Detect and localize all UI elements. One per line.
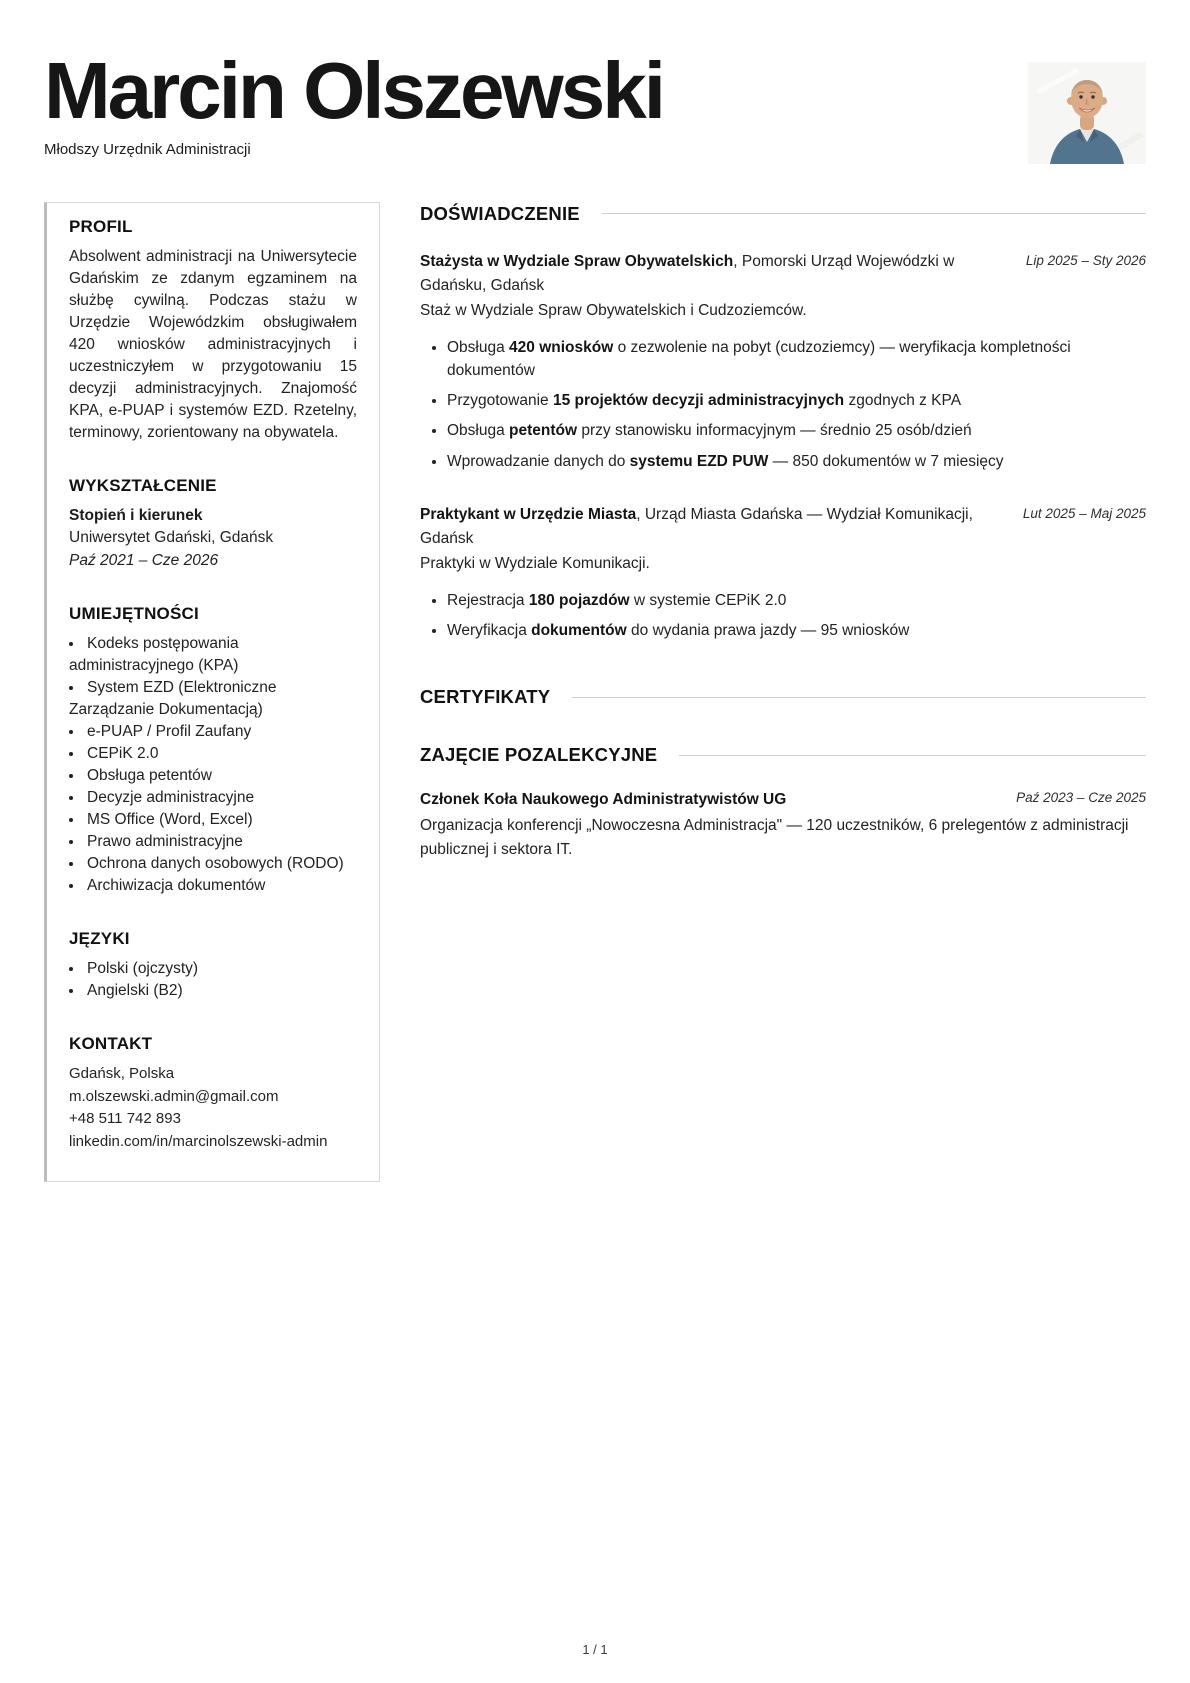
education-dates: Paź 2021 – Cze 2026 — [69, 551, 219, 569]
skill-item: • System EZD (Elektroniczne Zarządzanie Dokumentacją) — [69, 677, 357, 721]
section-skills — [69, 604, 357, 897]
person-name: Marcin Olszewski — [44, 46, 663, 135]
extracurricular-entry-description: Organizacja konferencji „Nowoczesna Administracja" — 120 uczestników, 6 prelegentów z administracji publicznej i sektora IT. — [420, 816, 1129, 858]
skill-item: • Kodeks postępowania administracyjnego (KPA) — [69, 633, 357, 677]
job-dates: Lut 2025 – Maj 2025 — [1022, 505, 1146, 521]
extracurricular-entry-title: Członek Koła Naukowego Administratywistów UG — [420, 791, 787, 809]
skill-item: • MS Office (Word, Excel) — [69, 809, 357, 831]
profile-photo — [1028, 62, 1146, 164]
extracurricular-heading-row — [420, 744, 1146, 766]
job-title: Stażysta w Wydziale Spraw Obywatelskich — [420, 252, 734, 270]
skill-item: • Prawo administracyjne — [69, 831, 357, 853]
certificates-heading: CERTYFIKATY — [420, 686, 551, 708]
education-heading: WYKSZTAŁCENIE — [69, 475, 217, 495]
person-job-title: Młodszy Urzędnik Administracji — [44, 140, 251, 158]
section-certificates — [420, 686, 1146, 708]
section-rule — [572, 697, 1146, 698]
experience-heading: DOŚWIADCZENIE — [420, 202, 580, 224]
job-title: Praktykant w Urzędzie Miasta — [420, 505, 637, 523]
job-header — [420, 250, 1146, 298]
job-bullets — [420, 336, 1146, 473]
skill-item: • Ochrona danych osobowych (RODO) — [69, 853, 357, 875]
language-item: • Polski (ojczysty) — [69, 958, 357, 980]
job-bullet: • Obsługa 420 wniosków o zezwolenie na pobyt (cudzoziemcy) — weryfikacja kompletności dokumentów — [447, 336, 1146, 383]
section-extracurricular — [420, 744, 1146, 861]
certificates-heading-row — [420, 686, 1146, 708]
skill-item: • Obsługa petentów — [69, 765, 357, 787]
extracurricular-entry-dates: Paź 2023 – Cze 2025 — [1016, 790, 1146, 806]
job-company: , Urząd Miasta Gdańska — Wydział Komunikacji, Gdańsk — [420, 505, 973, 547]
page-number: 1 / 1 — [582, 1642, 608, 1657]
job-summary: Praktyki w Wydziale Komunikacji. — [420, 554, 650, 572]
section-education — [69, 476, 357, 572]
experience-heading-row — [420, 203, 1146, 225]
skill-item: • Archiwizacja dokumentów — [69, 875, 357, 897]
languages-list — [69, 958, 357, 1002]
job-bullets — [420, 589, 1146, 643]
section-experience — [420, 203, 1146, 643]
job-bullet: • Obsługa petentów przy stanowisku informacyjnym — średnio 25 osób/dzień — [447, 419, 1146, 442]
skills-list — [69, 633, 357, 897]
languages-heading: JĘZYKI — [69, 929, 130, 948]
skill-item: • CEPiK 2.0 — [69, 743, 357, 765]
job-summary: Staż w Wydziale Spraw Obywatelskich i Cudzoziemców. — [420, 301, 807, 319]
extracurricular-heading: ZAJĘCIE POZALEKCYJNE — [420, 744, 658, 766]
section-languages — [69, 929, 357, 1002]
job-titleline — [420, 250, 1026, 298]
job-titleline — [420, 503, 1023, 551]
profile-photo-image — [1028, 62, 1146, 164]
contact-heading: KONTAKT — [69, 1034, 153, 1053]
content-columns — [0, 202, 1190, 1182]
job-header — [420, 503, 1146, 551]
contact-location: Gdańsk, Polska — [69, 1065, 175, 1082]
profil-text: Absolwent administracji na Uniwersytecie Gdańskim ze zdanym egzaminem na służbę cywilną. Podczas stażu w Urzędzie Wojewódzkim obsługiwałem 420 wniosków administracyjnych i uczestniczyłem w przygotowaniu 15 decyzji administracyjnych. Znajomość KPA, e-PUAP i systemów EZD. Rzetelny, terminowy, zorientowany na obywatela. — [69, 247, 357, 441]
job-bullet: • Wprowadzanie danych do systemu EZD PUW — 850 dokumentów w 7 miesięcy — [447, 450, 1146, 473]
main-column — [420, 202, 1146, 862]
skill-item: • e-PUAP / Profil Zaufany — [69, 721, 357, 743]
experience-entry — [420, 250, 1146, 473]
contact-phone: +48 511 742 893 — [69, 1110, 181, 1127]
job-bullet: • Przygotowanie 15 projektów decyzji administracyjnych zgodnych z KPA — [447, 389, 1146, 412]
job-bullet: • Weryfikacja dokumentów do wydania prawa jazdy — 95 wniosków — [447, 619, 1146, 642]
section-rule — [679, 755, 1146, 756]
profil-heading: PROFIL — [69, 216, 133, 236]
contact-linkedin: linkedin.com/in/marcinolszewski-admin — [69, 1132, 328, 1150]
skill-item: • Decyzje administracyjne — [69, 787, 357, 809]
education-school: Uniwersytet Gdański, Gdańsk — [69, 529, 274, 547]
sidebar — [44, 202, 380, 1182]
section-contact — [69, 1034, 357, 1153]
section-profil — [69, 217, 357, 444]
header — [0, 0, 1190, 158]
contact-email: m.olszewski.admin@gmail.com — [69, 1087, 279, 1105]
experience-entry — [420, 503, 1146, 643]
job-bullet: • Rejestracja 180 pojazdów w systemie CEPiK 2.0 — [447, 589, 1146, 612]
language-item: • Angielski (B2) — [69, 980, 357, 1002]
job-dates: Lip 2025 – Sty 2026 — [1025, 252, 1146, 268]
education-degree: Stopień i kierunek — [69, 506, 203, 524]
skills-heading: UMIEJĘTNOŚCI — [69, 604, 199, 623]
section-rule — [602, 213, 1146, 214]
job-company: , Pomorski Urząd Wojewódzki w Gdańsku, Gdańsk — [420, 252, 955, 294]
extracurricular-entry-header — [420, 788, 1146, 811]
